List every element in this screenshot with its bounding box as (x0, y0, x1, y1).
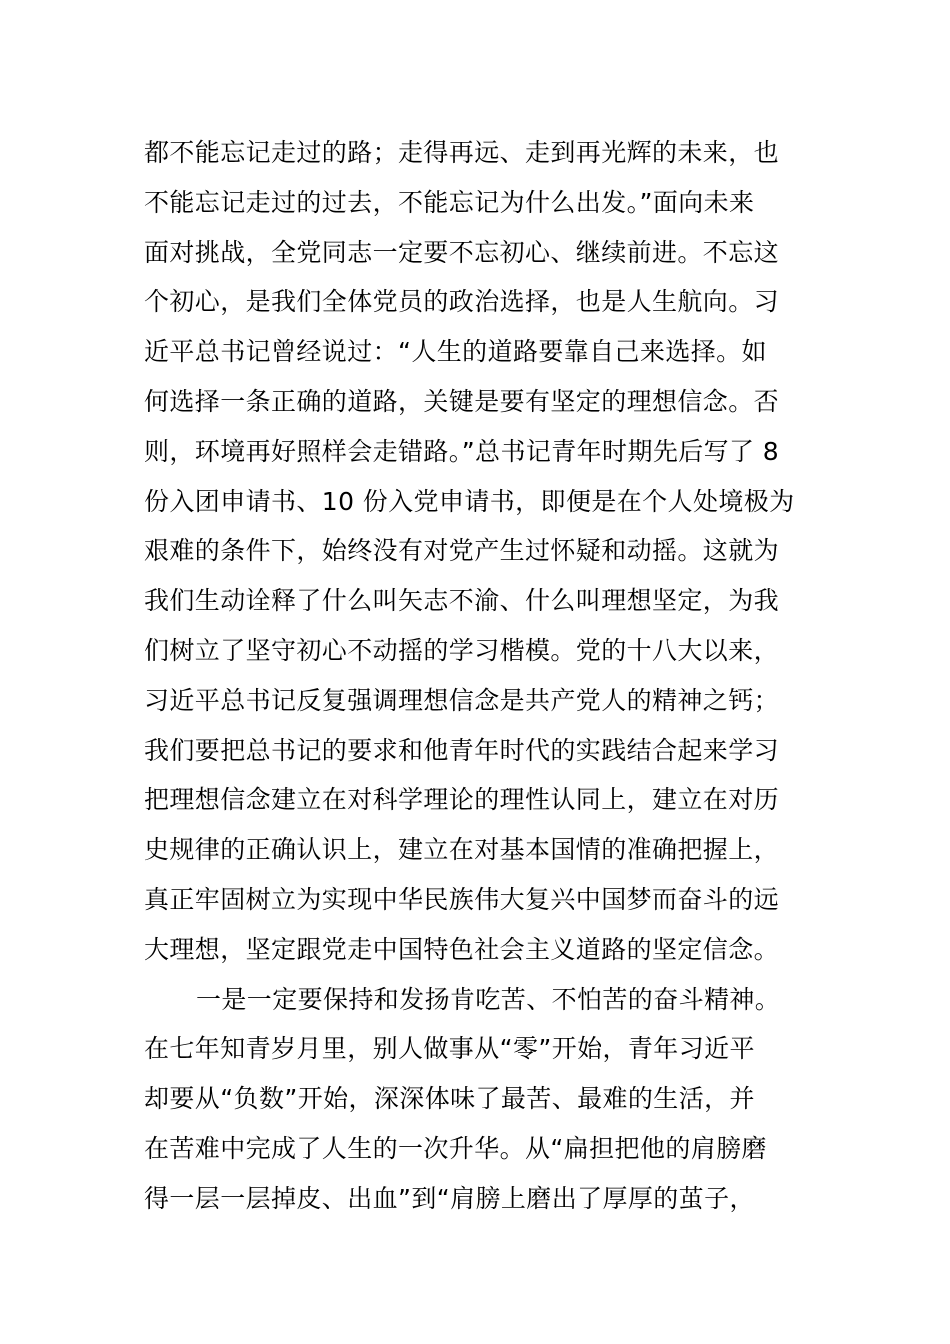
text-line: 个初心，是我们全体党员的政治选择，也是人生航向。习 (144, 287, 780, 317)
text-line: 则，环境再好照样会走错路。”总书记青年时期先后写了 8 (144, 436, 780, 466)
text-line: 却要从“负数”开始，深深体味了最苦、最难的生活，并 (144, 1084, 755, 1114)
text-line: 何选择一条正确的道路，关键是要有坚定的理想信念。否 (144, 386, 780, 416)
body-text (144, 128, 824, 1224)
text-line: 艰难的条件下，始终没有对党产生过怀疑和动摇。这就为 (144, 536, 780, 566)
text-line: 我们要把总书记的要求和他青年时代的实践结合起来学习 (144, 735, 780, 765)
text-line: 史规律的正确认识上，建立在对基本国情的准确把握上， (144, 835, 780, 865)
text-line: 份入团申请书、10 份入党申请书，即便是在个人处境极为 (144, 486, 795, 516)
text-line: 面对挑战，全党同志一定要不忘初心、继续前进。不忘这 (144, 237, 780, 267)
text-line: 们树立了坚守初心不动摇的学习楷模。党的十八大以来， (144, 635, 780, 665)
text-line: 在苦难中完成了人生的一次升华。从“扁担把他的肩膀磨 (144, 1133, 767, 1163)
text-line: 大理想，坚定跟党走中国特色社会主义道路的坚定信念。 (144, 934, 780, 964)
text-line: 把理想信念建立在对科学理论的理性认同上，建立在对历 (144, 785, 780, 815)
text-line: 真正牢固树立为实现中华民族伟大复兴中国梦而奋斗的远 (144, 884, 780, 914)
text-line: 得一层一层掉皮、出血”到“肩膀上磨出了厚厚的茧子， (144, 1183, 755, 1213)
text-line: 在七年知青岁月里，别人做事从“零”开始，青年习近平 (144, 1034, 755, 1064)
text-line: 我们生动诠释了什么叫矢志不渝、什么叫理想坚定，为我 (144, 586, 780, 616)
text-line: 不能忘记走过的过去，不能忘记为什么出发。”面向未来 (144, 187, 755, 217)
text-line: 都不能忘记走过的路；走得再远、走到再光辉的未来，也 (144, 138, 780, 167)
text-line: 习近平总书记反复强调理想信念是共产党人的精神之钙； (144, 685, 780, 715)
paragraph-start-line: 一是一定要保持和发扬肯吃苦、不怕苦的奋斗精神。 (196, 984, 781, 1014)
text-line: 近平总书记曾经说过：“人生的道路要靠自己来选择。如 (144, 337, 767, 367)
